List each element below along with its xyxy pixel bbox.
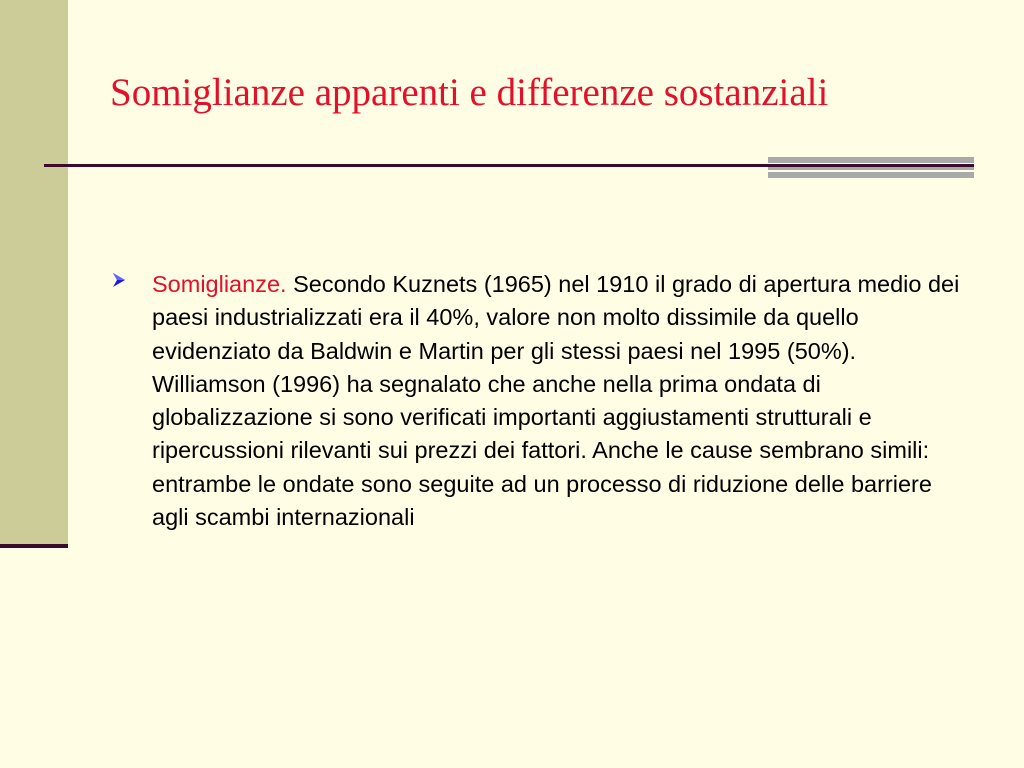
slide-title: Somiglianze apparenti e differenze sostanziali — [110, 71, 829, 114]
arrowhead-bullet-icon — [110, 271, 128, 289]
bullet-paragraph — [152, 268, 972, 534]
bullet-lead-term: Somiglianze. — [152, 271, 287, 297]
title-accent-bands — [768, 157, 974, 179]
left-bar-underline — [0, 544, 68, 548]
bullet-body-text: Secondo Kuznets (1965) nel 1910 il grado di apertura medio dei paesi industrializzati era il 40%, valore non molto dissimile da quello evidenziato da Baldwin e Martin per gli stessi paesi nel 1995 (50%). Williamson (1996) ha segnalato che anche nella prima ondata di globalizzazione si sono verificati importanti aggiustamenti strutturali e ripercussioni rilevanti sui prezzi dei fattori. Anche le cause sembrano simili: entrambe le ondate sono seguite ad un processo di riduzione delle barriere agli scambi internazionali — [152, 271, 960, 531]
accent-band-middle — [768, 167, 974, 170]
left-decorative-bar — [0, 0, 68, 544]
accent-band-top — [768, 157, 974, 163]
accent-band-bottom — [768, 172, 974, 178]
